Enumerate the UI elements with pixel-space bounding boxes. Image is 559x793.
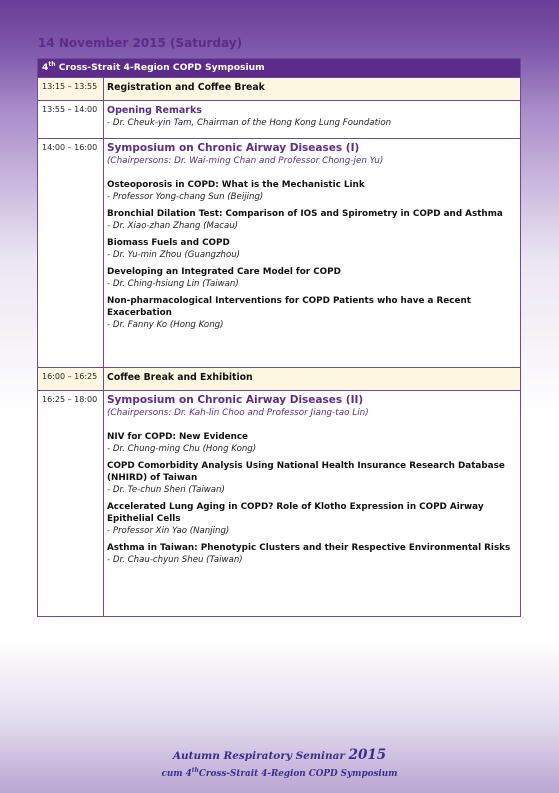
footer-symposium-title xyxy=(0,767,559,779)
talk-title: Developing an Integrated Care Model for COPD xyxy=(107,267,341,277)
schedule-title-number: 4 xyxy=(42,62,49,73)
talk-title: NIV for COPD: New Evidence xyxy=(107,432,249,442)
talk-item xyxy=(107,295,516,331)
schedule-row-registration xyxy=(38,77,520,100)
schedule-title-ordinal: th xyxy=(48,60,56,68)
date-heading: 14 November 2015 (Saturday) xyxy=(38,36,243,50)
talk-title: Accelerated Lung Aging in COPD? Role of Klotho Expression in COPD Airway Epithelial Cells xyxy=(107,502,484,524)
footer-symposium-ordinal: th xyxy=(191,767,199,774)
schedule-title xyxy=(38,59,520,77)
talk-speaker: - Dr. Yu-min Zhou (Guangzhou) xyxy=(107,250,241,260)
time-slot: 14:00 – 16:00 xyxy=(38,139,104,367)
row-title: Opening Remarks xyxy=(107,105,202,116)
schedule-row-coffee-break xyxy=(38,367,520,390)
talk-title: COPD Comorbidity Analysis Using National Health Insurance Research Database (NHIRD) of Taiwan xyxy=(107,461,505,483)
time-slot: 16:25 – 18:00 xyxy=(38,391,104,616)
row-content xyxy=(104,101,520,138)
row-content xyxy=(104,368,520,390)
row-content xyxy=(104,391,520,616)
row-title: Registration and Coffee Break xyxy=(107,82,265,93)
row-title: Coffee Break and Exhibition xyxy=(107,372,253,383)
schedule-row-symposium-1 xyxy=(38,138,520,367)
talk-item xyxy=(107,542,516,566)
schedule-row-opening xyxy=(38,100,520,138)
talk-speaker: - Dr. Xiao-zhan Zhang (Macau) xyxy=(107,221,239,231)
schedule-title-text: Cross-Strait 4-Region COPD Symposium xyxy=(55,62,265,73)
talk-title: Non-pharmacological Interventions for COPD Patients who have a Recent Exacerbation xyxy=(107,296,471,318)
talk-item xyxy=(107,266,516,290)
talk-item xyxy=(107,460,516,496)
talk-title: Osteoporosis in COPD: What is the Mechanistic Link xyxy=(107,180,365,190)
schedule-table xyxy=(37,58,521,617)
talk-speaker: - Dr. Chau-chyun Sheu (Taiwan) xyxy=(107,555,243,565)
talk-speaker: - Dr. Ching-hsiung Lin (Taiwan) xyxy=(107,279,239,289)
footer-seminar-title xyxy=(0,747,559,763)
session-title: Symposium on Chronic Airway Diseases (II) xyxy=(107,394,364,406)
talk-item xyxy=(107,431,516,455)
time-slot: 13:55 – 14:00 xyxy=(38,101,104,138)
talk-title: Asthma in Taiwan: Phenotypic Clusters and their Respective Environmental Risks xyxy=(107,543,511,553)
row-content xyxy=(104,78,520,100)
talk-speaker: - Professor Yong-chang Sun (Beijing) xyxy=(107,192,264,202)
footer-symposium-prefix: cum 4 xyxy=(161,768,192,779)
talk-item xyxy=(107,237,516,261)
talk-item xyxy=(107,208,516,232)
speaker: - Dr. Cheuk-yin Tam, Chairman of the Hong Kong Lung Foundation xyxy=(107,118,392,128)
talk-speaker: - Dr. Chung-ming Chu (Hong Kong) xyxy=(107,444,257,454)
talk-title: Bronchial Dilation Test: Comparison of IOS and Spirometry in COPD and Asthma xyxy=(107,209,503,219)
talk-speaker: - Professor Xin Yao (Nanjing) xyxy=(107,526,230,536)
row-content xyxy=(104,139,520,367)
talk-title: Biomass Fuels and COPD xyxy=(107,238,230,248)
talk-item xyxy=(107,501,516,537)
chairpersons: (Chairpersons: Dr. Wai-ming Chan and Professor Chong-jen Yu) xyxy=(107,156,384,166)
footer-symposium-text: Cross-Strait 4-Region COPD Symposium xyxy=(198,768,398,779)
session-title: Symposium on Chronic Airway Diseases (I) xyxy=(107,142,360,154)
schedule-row-symposium-2 xyxy=(38,390,520,616)
time-slot: 13:15 – 13:55 xyxy=(38,78,104,100)
footer-seminar-name: Autumn Respiratory Seminar xyxy=(172,750,349,762)
footer-year: 2015 xyxy=(348,747,387,763)
talk-item xyxy=(107,179,516,203)
talk-speaker: - Dr. Fanny Ko (Hong Kong) xyxy=(107,320,224,330)
time-slot: 16:00 – 16:25 xyxy=(38,368,104,390)
talk-speaker: - Dr. Te-chun Shen (Taiwan) xyxy=(107,485,225,495)
chairpersons: (Chairpersons: Dr. Kah-lin Choo and Professor Jiang-tao Lin) xyxy=(107,408,369,418)
